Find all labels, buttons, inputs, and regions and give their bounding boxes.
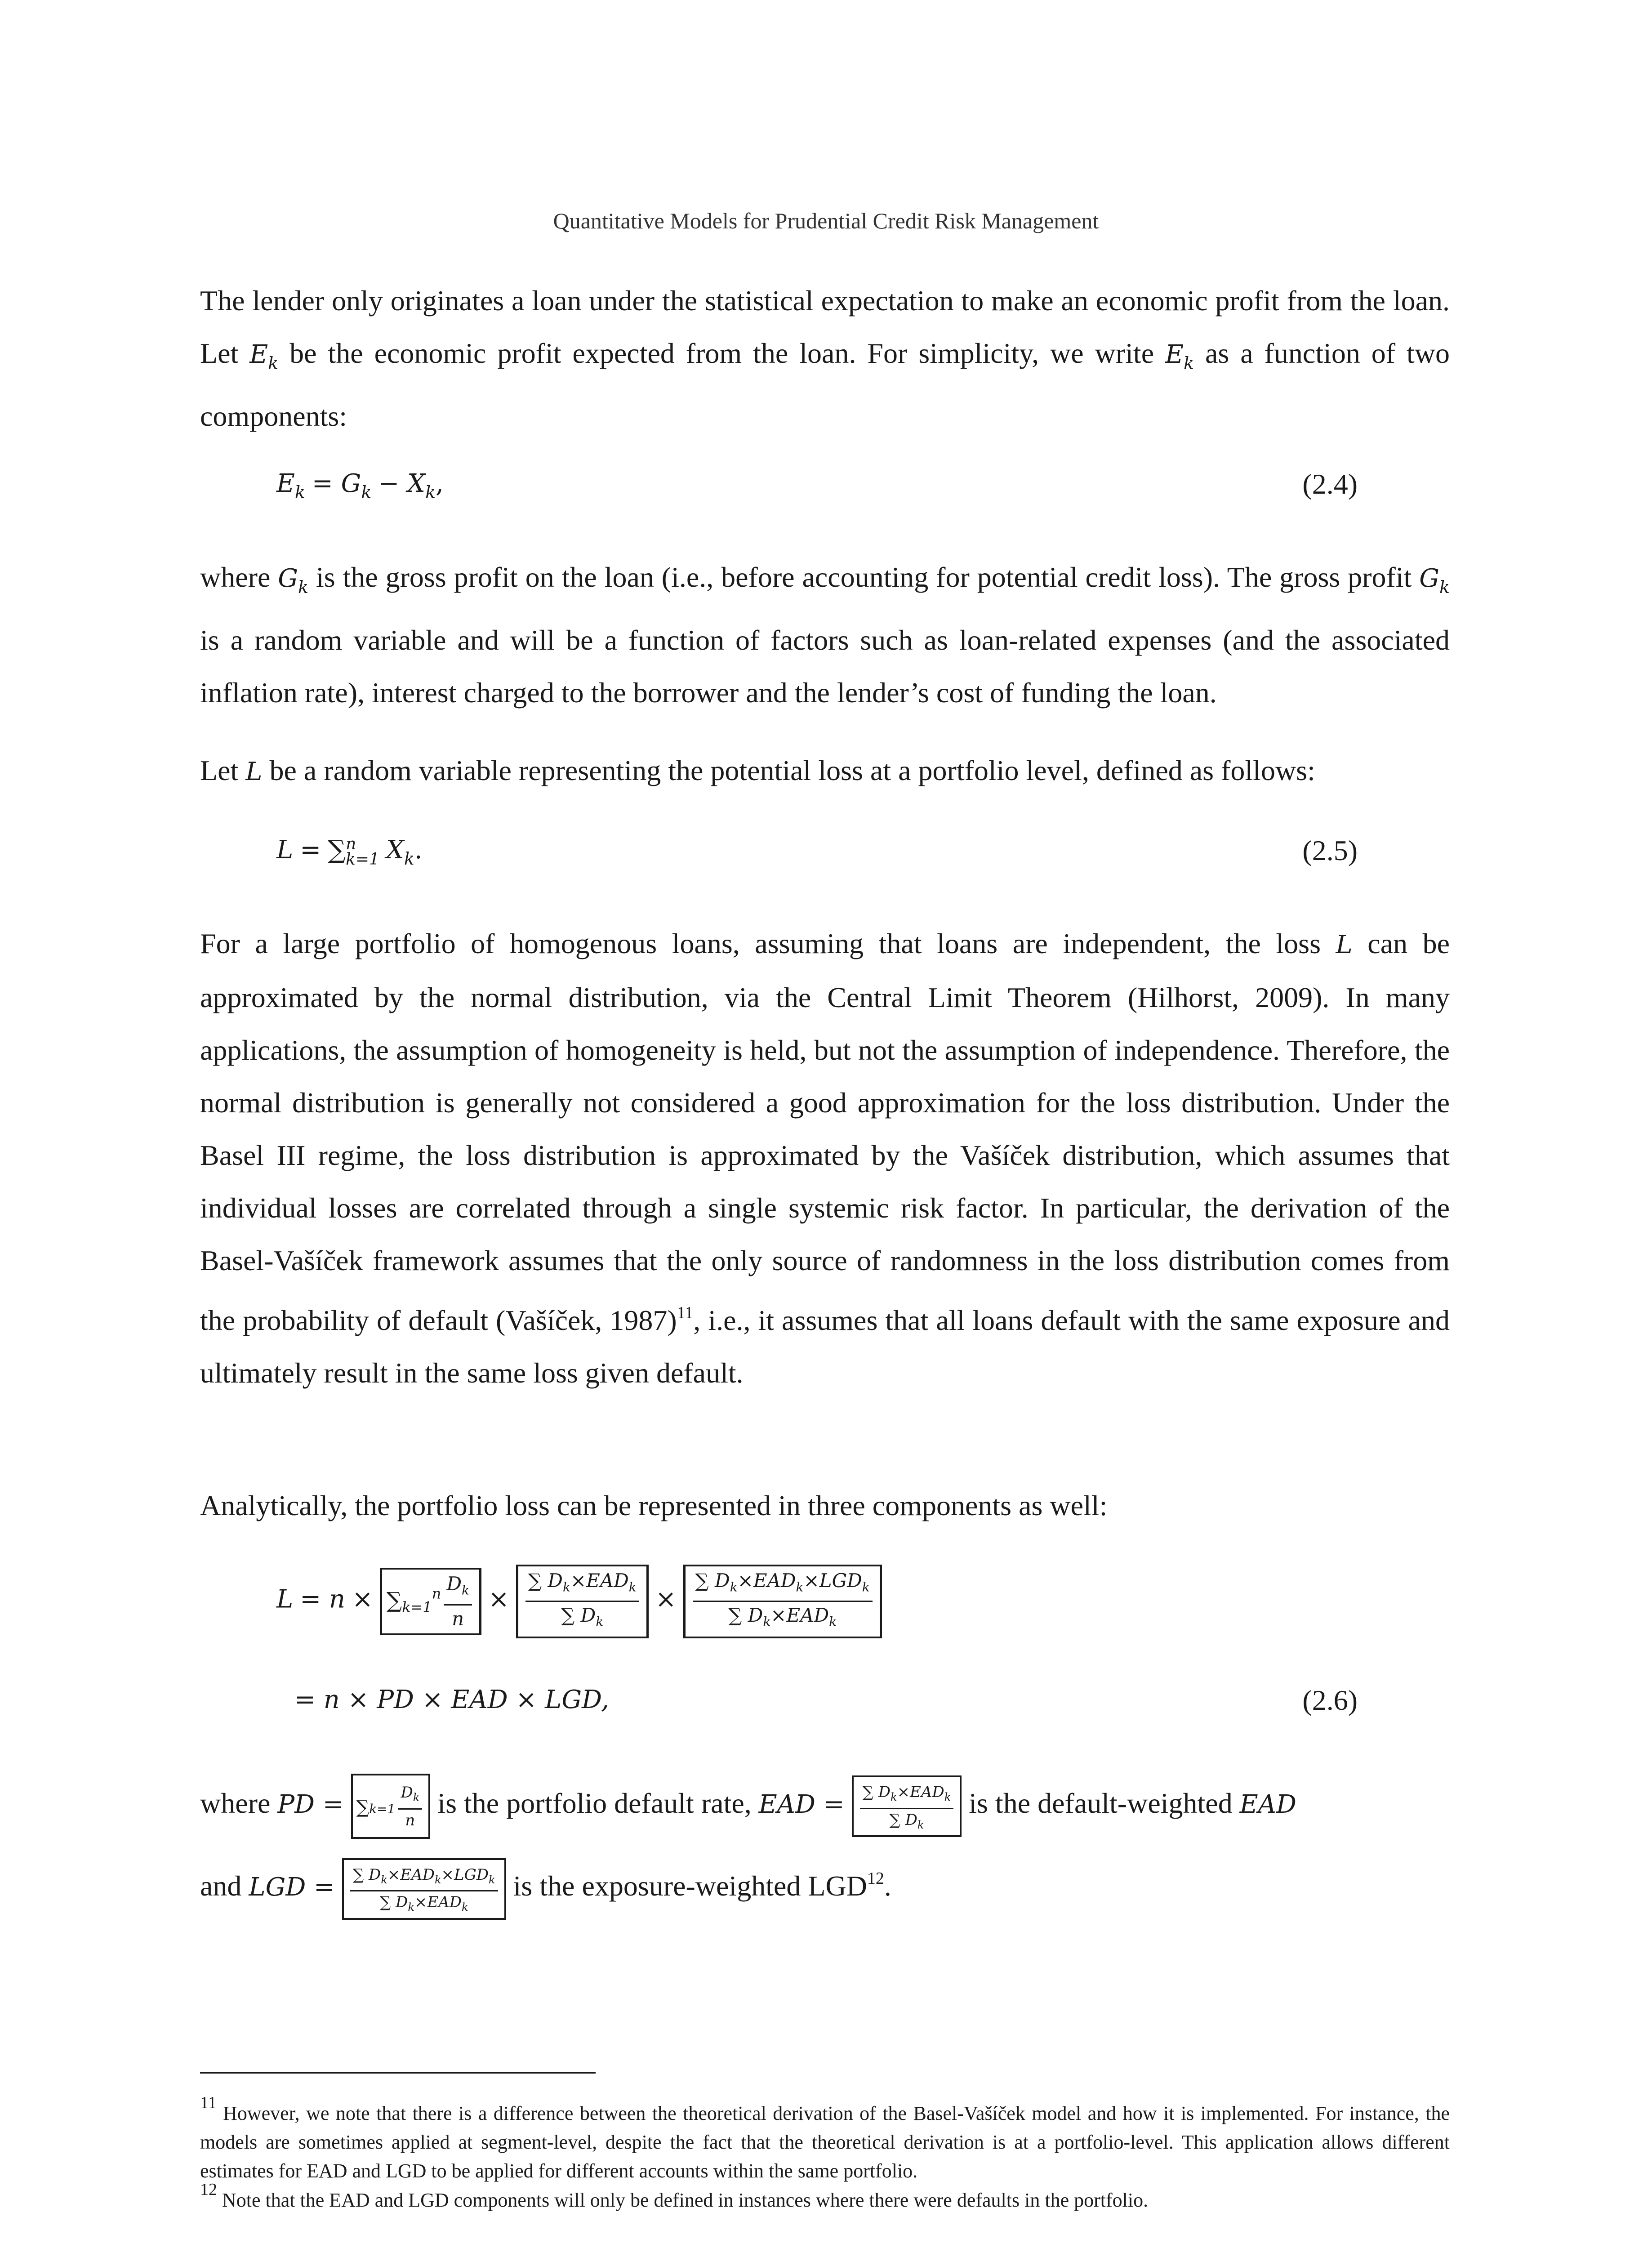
- eq24-end: ,: [436, 469, 444, 498]
- math-Ek: $E_k$: [249, 340, 279, 373]
- eq26-ead-bracket: $\frac{\sum D_k\times EAD_k}{\sum D_k}$: [516, 1565, 649, 1638]
- footnote-ref-11[interactable]: 11: [677, 1303, 694, 1322]
- p1-text-b: be the economic profit expected from the loan. For simplicity, we write: [289, 337, 1154, 369]
- eq26-pd-bracket: $\sum k=1^n$ $\frac{D_k}{n}$: [380, 1568, 481, 1635]
- eq24-rhs-a: = $G_k$: [312, 469, 372, 502]
- equation-number-2-5: (2.5): [1302, 834, 1358, 866]
- paragraph-4: [200, 917, 1450, 1399]
- paragraph-2: [200, 551, 1450, 719]
- eq24-rhs-b: − $X_k$: [378, 469, 436, 502]
- p2-text-b: is the gross profit on the loan (i.e., before accounting for potential credit loss). The gross profit: [316, 561, 1412, 593]
- p2-text-a: where: [200, 561, 271, 593]
- p4-text-c: , i.e., it assumes that all loans default with the same exposure and ultimately result in the same loss given default.: [200, 1304, 1450, 1389]
- p1-text-a: The lender only originates a loan under the statistical expectation to make an economic profit from the loan. Let: [200, 285, 1450, 369]
- p6-text-e: is the exposure-weighted LGD: [513, 1870, 867, 1902]
- p3-text-a: Let: [200, 754, 239, 786]
- equation-2-6-line-1: $L = n \times \sum k=1^n$ $\frac{D_k}{n}$ × $\frac{\sum D_k\times EAD_k}{\sum D_k}$ × $\frac{\sum D_k\times EAD_k\times LGD_k}{\sum D_k\times EAD_k}$: [276, 1565, 882, 1638]
- footnote-11-text: However, we note that there is a difference between the theoretical derivation of the Basel-Vašíček model and how it is implemented. For instance, the models are sometimes applied at segment-level, despite the fact that the theoretical derivation is at a portfolio-level. This application allows different estimates for EAD and LGD to be applied for different accounts within the same portfolio.: [200, 2102, 1450, 2182]
- paragraph-1: [200, 274, 1450, 442]
- p4-text-b: can be approximated by the normal distribution, via the Central Limit Theorem (Hilhorst, 2009). In many applications, the assumption of homogeneity is held, but not the assumption of independence. Therefore, the normal distribution is generally not considered a good approximation for the loss distribution. Under the Basel III regime, the loss distribution is approximated by the Vašíček distribution, which assumes that individual losses are correlated through a single systemic risk factor. In particular, the derivation of the Basel-Vašíček framework assumes that the only source of randomness in the loss distribution comes from the probability of default (Vašíček, 1987): [200, 928, 1450, 1336]
- p6-text-f: .: [884, 1870, 891, 1902]
- equation-number-2-4: (2.4): [1302, 468, 1358, 500]
- footnote-mark-12: 12: [200, 2180, 217, 2199]
- math-L: L: [245, 757, 263, 786]
- paragraph-3: [200, 744, 1450, 798]
- footnote-ref-12[interactable]: 12: [867, 1869, 884, 1888]
- footnote-12: [200, 2175, 1450, 2215]
- p6-text-a: where: [200, 1787, 271, 1820]
- p2-text-c: is a random variable and will be a function of factors such as loan-related expenses (and the associated inflation rate), interest charged to the borrower and the lender’s cost of funding the loan.: [200, 624, 1450, 709]
- paragraph-6-line-1: where PD = ∑k=1 $\frac{D_k}{n}$ is the portfolio default rate, EAD = $\frac{\sum D_k\times EAD_k}{\sum D_k}$ is the default-weighted EAD: [200, 1774, 1450, 1839]
- p6-text-b: is the portfolio default rate,: [437, 1787, 752, 1820]
- footnote-12-text: Note that the EAD and LGD components will only be defined in instances where there were defaults in the portfolio.: [222, 2189, 1149, 2211]
- p6-text-c: is the default-weighted: [969, 1787, 1233, 1820]
- eq26-lgd-bracket: $\frac{\sum D_k\times EAD_k\times LGD_k}{\sum D_k\times EAD_k}$: [683, 1565, 882, 1638]
- footnote-separator: [200, 2072, 596, 2074]
- math-L-2: L: [1336, 930, 1353, 959]
- footnote-mark-11: 11: [200, 2093, 217, 2112]
- paragraph-6-line-2: and LGD = $\frac{\sum D_k\times EAD_k\times LGD_k}{\sum D_k\times EAD_k}$ is the exposure-weighted LGD$^{12}$.: [200, 1852, 1450, 1920]
- math-Gk-2: $G_k$: [1419, 564, 1450, 597]
- footnote-11: [200, 2088, 1450, 2186]
- p6-text-d: and: [200, 1870, 242, 1902]
- equation-2-6-line-2: = n × PD × EAD × LGD,: [294, 1685, 609, 1714]
- eq24-lhs: $E_k$: [276, 469, 305, 502]
- running-header: Quantitative Models for Prudential Credit Risk Management: [553, 208, 1099, 233]
- equation-2-5: L = ∑ n k=1 $X_k$.: [276, 835, 423, 869]
- math-Ek-2: $E_k$: [1165, 340, 1194, 373]
- equation-2-4: [276, 468, 444, 502]
- math-Gk: $G_k$: [278, 564, 309, 597]
- equation-number-2-6: (2.6): [1302, 1684, 1358, 1716]
- p3-text-b: be a random variable representing the potential loss at a portfolio level, defined as follows:: [269, 754, 1315, 786]
- p1-text-c: as a function of two components:: [200, 337, 1450, 432]
- p4-text-a: For a large portfolio of homogenous loans, assuming that loans are independent, the loss: [200, 928, 1321, 959]
- paragraph-5: Analytically, the portfolio loss can be represented in three components as well:: [200, 1490, 1108, 1521]
